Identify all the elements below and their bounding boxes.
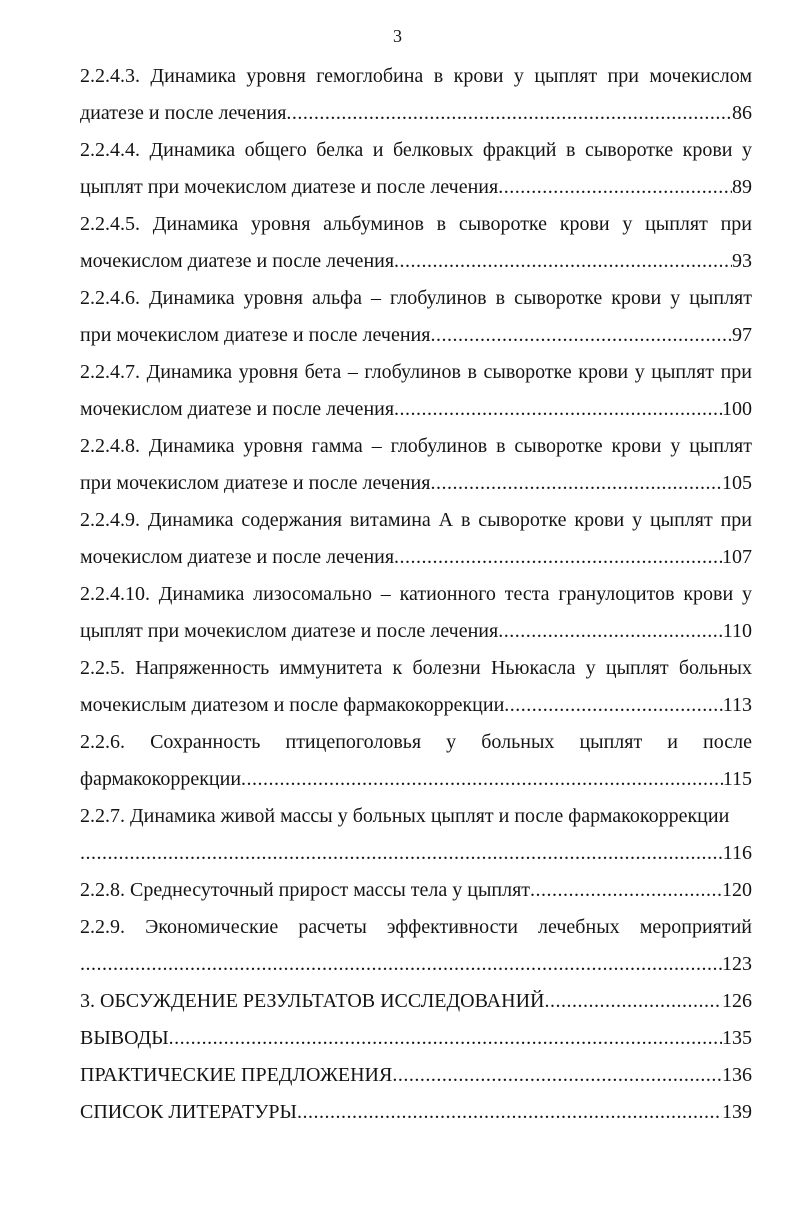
toc-entry-2-2-4-5-line-2[interactable]: [80, 243, 752, 280]
toc-entry-text: цыплят при мочекислом диатезе и после лечения: [80, 620, 499, 642]
toc-entry-text: мочекислым диатезом и после фармакокоррекции: [80, 694, 505, 716]
toc-page-number: 126: [722, 990, 752, 1012]
toc-entry-2-2-6-line-2[interactable]: [80, 761, 752, 798]
toc-entry-2-2-7-line-1: 2.2.7. Динамика живой массы у больных цыплят и после фармакокоррекции: [80, 805, 730, 827]
toc-entry-text: 3. ОБСУЖДЕНИЕ РЕЗУЛЬТАТОВ ИССЛЕДОВАНИЙ: [80, 990, 545, 1012]
toc-page-number: 120: [722, 879, 752, 901]
toc-entry-2-2-8[interactable]: [80, 872, 752, 909]
toc-entry-conclusions[interactable]: [80, 1020, 752, 1057]
toc-page-number: 123: [722, 953, 752, 975]
dot-leader: [530, 872, 722, 909]
toc-entry-2-2-4-9-line-1: 2.2.4.9. Динамика содержания витамина А в сыворотке крови у цыплят при: [80, 509, 752, 531]
dot-leader: [504, 687, 722, 724]
toc-entry-chapter-3[interactable]: [80, 983, 752, 1020]
dot-leader: [80, 946, 722, 983]
toc-page-number: 89: [732, 176, 752, 198]
toc-entry-2-2-4-7-line-2[interactable]: [80, 391, 752, 428]
dot-leader: [544, 983, 722, 1020]
toc-entry-2-2-4-3-line-1: 2.2.4.3. Динамика уровня гемоглобина в крови у цыплят при мочекислом: [80, 65, 752, 87]
toc-page-number: 97: [732, 324, 752, 346]
toc-page-number: 116: [722, 842, 752, 864]
toc-entry-2-2-4-6-line-2[interactable]: [80, 317, 752, 354]
toc-entry-2-2-4-8-line-2[interactable]: [80, 465, 752, 502]
dot-leader: [394, 539, 722, 576]
toc-entry-2-2-5-line-2[interactable]: [80, 687, 752, 724]
toc-page-number: 100: [722, 398, 752, 420]
toc-entry-text: мочекислом диатезе и после лечения: [80, 398, 395, 420]
toc-entry-2-2-4-4-line-1: 2.2.4.4. Динамика общего белка и белковых фракций в сыворотке крови у: [80, 139, 752, 161]
toc-entry-2-2-6-line-1: 2.2.6. Сохранность птицепоголовья у больных цыплят и после: [80, 731, 752, 753]
toc-entry-practical-proposals[interactable]: [80, 1057, 752, 1094]
toc-entry-text: диатезе и после лечения: [80, 102, 287, 124]
toc-entry-text: цыплят при мочекислом диатезе и после лечения: [80, 176, 499, 198]
toc-page-number: 93: [732, 250, 752, 272]
dot-leader: [430, 317, 732, 354]
toc-entry-text: мочекислом диатезе и после лечения: [80, 250, 395, 272]
toc-entry-text: при мочекислом диатезе и после лечения: [80, 472, 431, 494]
toc-entry-2-2-9-line-1: 2.2.9. Экономические расчеты эффективности лечебных мероприятий: [80, 916, 752, 938]
toc-page-number: 105: [722, 472, 752, 494]
toc-entry-2-2-4-8-line-1: 2.2.4.8. Динамика уровня гамма – глобулинов в сыворотке крови у цыплят: [80, 435, 752, 457]
toc-page-number: 139: [722, 1101, 752, 1123]
toc-entry-text: фармакокоррекции: [80, 768, 242, 790]
dot-leader: [392, 1057, 722, 1094]
toc-entry-text: ВЫВОДЫ: [80, 1027, 169, 1049]
dot-leader: [80, 835, 723, 872]
toc-entry-2-2-4-6-line-1: 2.2.4.6. Динамика уровня альфа – глобулинов в сыворотке крови у цыплят: [80, 287, 752, 309]
dot-leader: [241, 761, 723, 798]
page-number: 3: [393, 26, 402, 46]
table-of-contents: [80, 58, 752, 1131]
toc-entry-2-2-5-line-1: 2.2.5. Напряженность иммунитета к болезни Ньюкасла у цыплят больных: [80, 657, 752, 679]
dot-leader: [430, 465, 722, 502]
toc-entry-text: при мочекислом диатезе и после лечения: [80, 324, 431, 346]
toc-page-number: 113: [722, 694, 752, 716]
toc-entry-text: мочекислом диатезе и после лечения: [80, 546, 395, 568]
dot-leader: [394, 391, 722, 428]
toc-entry-2-2-4-4-line-2[interactable]: [80, 169, 752, 206]
toc-entry-2-2-4-9-line-2[interactable]: [80, 539, 752, 576]
toc-entry-text: СПИСОК ЛИТЕРАТУРЫ: [80, 1101, 297, 1123]
toc-entry-references[interactable]: [80, 1094, 752, 1131]
toc-page-number: 135: [722, 1027, 752, 1049]
toc-entry-text: 2.2.8. Среднесуточный прирост массы тела у цыплят: [80, 879, 531, 901]
dot-leader: [297, 1094, 722, 1131]
toc-page-number: 136: [722, 1064, 752, 1086]
toc-entry-2-2-4-10-line-2[interactable]: [80, 613, 752, 650]
dot-leader: [394, 243, 732, 280]
toc-page-number: 115: [722, 768, 752, 790]
toc-entry-2-2-4-10-line-1: 2.2.4.10. Динамика лизосомально – катионного теста гранулоцитов крови у: [80, 583, 752, 605]
dot-leader: [286, 95, 732, 132]
toc-entry-2-2-4-5-line-1: 2.2.4.5. Динамика уровня альбуминов в сыворотке крови у цыплят при: [80, 213, 752, 235]
toc-entry-2-2-9-line-2[interactable]: [80, 946, 752, 983]
toc-page-number: 86: [732, 102, 752, 124]
toc-entry-2-2-4-7-line-1: 2.2.4.7. Динамика уровня бета – глобулинов в сыворотке крови у цыплят при: [80, 361, 752, 383]
dot-leader: [498, 613, 723, 650]
dot-leader: [169, 1020, 722, 1057]
dot-leader: [498, 169, 732, 206]
toc-entry-2-2-4-3-line-2[interactable]: [80, 95, 752, 132]
toc-entry-text: ПРАКТИЧЕСКИЕ ПРЕДЛОЖЕНИЯ: [80, 1064, 393, 1086]
toc-page-number: 110: [722, 620, 752, 642]
toc-page-number: 107: [722, 546, 752, 568]
toc-entry-2-2-7-line-2[interactable]: [80, 835, 752, 872]
